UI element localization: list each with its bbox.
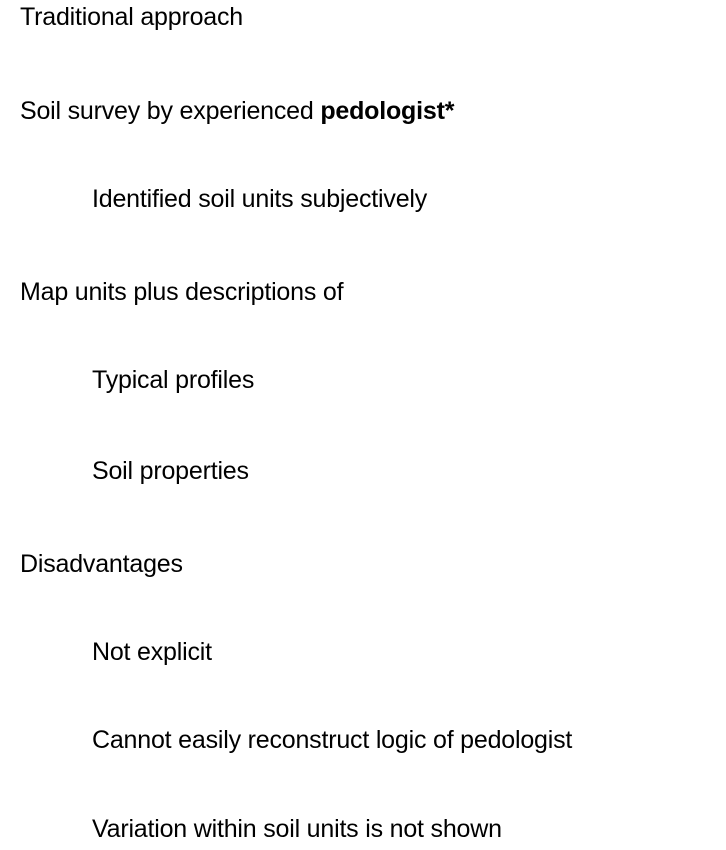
bullet-soil-survey [20,96,454,126]
sub-bullet-soil-properties: Soil properties [92,457,249,485]
bullet-disadvantages: Disadvantages [20,550,183,578]
sub-bullet-typical-profiles: Typical profiles [92,366,255,394]
bullet-soil-survey-emphasis: pedologist* [320,97,455,125]
sub-bullet-variation-not-shown: Variation within soil units is not shown [92,815,502,843]
bullet-soil-survey-text: Soil survey by experienced [20,97,321,125]
sub-bullet-not-explicit: Not explicit [92,638,212,666]
sub-bullet-cannot-reconstruct-logic: Cannot easily reconstruct logic of pedologist [92,726,573,754]
sub-bullet-identified-soil-units: Identified soil units subjectively [92,185,428,213]
bullet-map-units: Map units plus descriptions of [20,278,344,306]
heading-traditional-approach: Traditional approach [20,3,243,31]
